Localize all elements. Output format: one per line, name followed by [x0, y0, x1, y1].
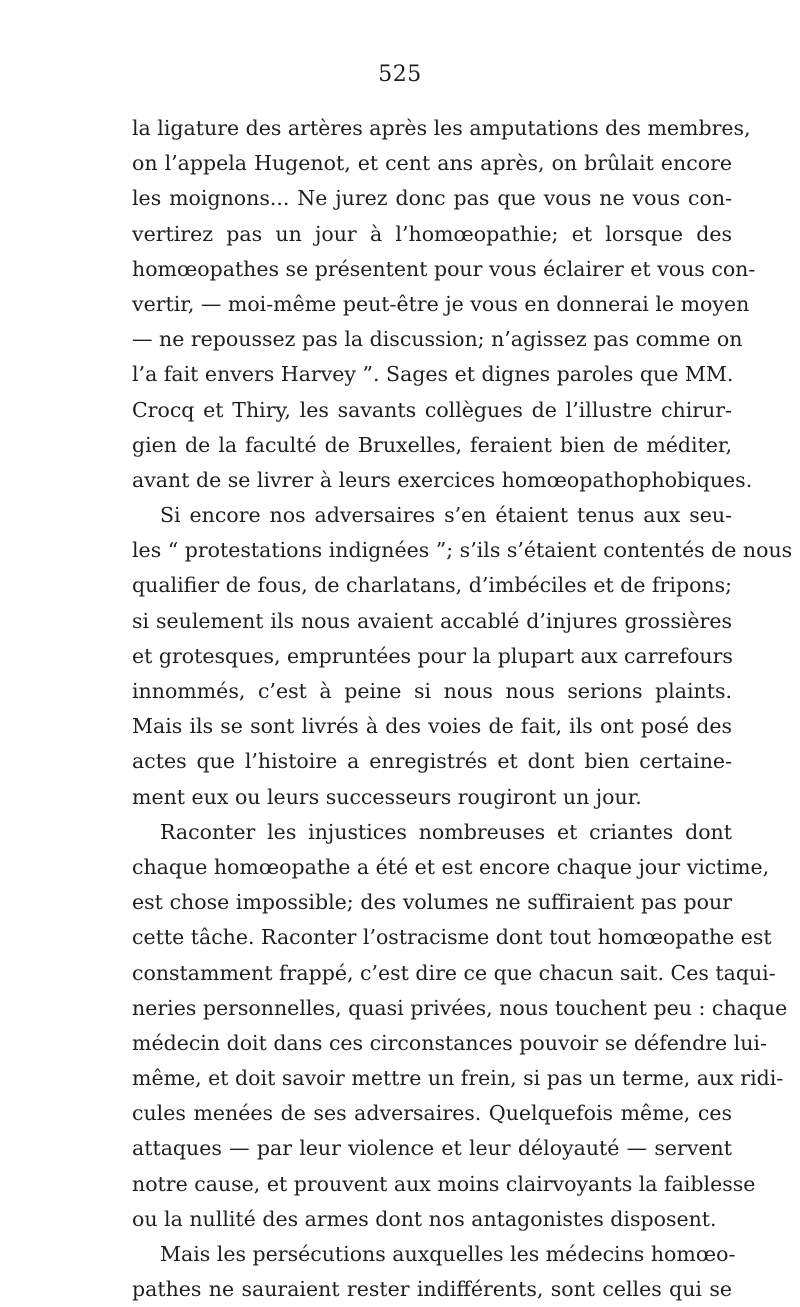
text-line: avant de se livrer à leurs exercices homœopathophobiques. — [132, 467, 753, 492]
text-line: notre cause, et prouvent aux moins clairvoyants la faiblesse — [132, 1171, 756, 1196]
text-line: Si encore nos adversaires s’en étaient tenus aux seu- — [160, 503, 732, 528]
text-line: la ligature des artères après les amputations des membres, — [132, 116, 751, 140]
text-line: homœopathes se présentent pour vous éclairer et vous con- — [132, 256, 756, 281]
text-line: ou la nullité des armes dont nos antagonistes disposent. — [132, 1206, 717, 1231]
text-line: est chose impossible; des volumes ne suffiraient pas pour — [132, 890, 732, 915]
text-line: si seulement ils nous avaient accablé d’injures grossières — [132, 608, 732, 633]
text-line: on l’appela Hugenot, et cent ans après, on brûlait encore — [132, 151, 732, 176]
text-line: Raconter les injustices nombreuses et criantes dont — [160, 819, 732, 844]
text-line: actes que l’histoire a enregistrés et dont bien certaine- — [132, 749, 732, 774]
text-line: — ne repoussez pas la discussion; n’agissez pas comme on — [132, 327, 743, 352]
text-line: chaque homœopathe a été et est encore chaque jour victime, — [132, 854, 770, 879]
text-line: les “ protestations indignées ”; s’ils s’étaient contentés de nous — [132, 538, 793, 563]
text-line: gien de la faculté de Bruxelles, feraient bien de méditer, — [132, 432, 732, 457]
text-line: et grotesques, empruntées pour la plupart aux carrefours — [132, 643, 733, 668]
text-line: médecin doit dans ces circonstances pouvoir se défendre lui- — [132, 1030, 767, 1055]
text-line: cules menées de ses adversaires. Quelquefois même, ces — [132, 1101, 732, 1126]
text-line: neries personnelles, quasi privées, nous touchent peu : chaque — [132, 995, 788, 1020]
text-line: innommés, c’est à peine si nous nous serions plaints. — [132, 679, 732, 703]
text-line: ment eux ou leurs successeurs rougiront un jour. — [132, 784, 642, 809]
text-line: constamment frappé, c’est dire ce que chacun sait. Ces taqui- — [132, 960, 776, 985]
text-line: Mais les persécutions auxquelles les médecins homœo- — [160, 1242, 736, 1266]
text-line: cette tâche. Raconter l’ostracisme dont tout homœopathe est — [132, 925, 772, 950]
text-line: pathes ne sauraient rester indifférents, sont celles qui se — [132, 1277, 732, 1302]
text-line: même, et doit savoir mettre un frein, si pas un terme, aux ridi- — [132, 1066, 784, 1091]
text-line: les moignons... Ne jurez donc pas que vous ne vous con- — [132, 186, 732, 211]
text-line: l’a fait envers Harvey ”. Sages et dignes paroles que MM. — [132, 362, 734, 387]
text-line: Crocq et Thiry, les savants collègues de l’illustre chirur- — [132, 397, 732, 422]
text-line: vertirez pas un jour à l’homœopathie; et lorsque des — [132, 221, 732, 246]
text-line: qualifier de fous, de charlatans, d’imbéciles et de fripons; — [132, 573, 733, 598]
text-line: attaques — par leur violence et leur déloyauté — servent — [132, 1136, 732, 1161]
body-text — [132, 111, 793, 1307]
text-line: vertir, — moi-même peut-être je vous en donnerai le moyen — [132, 291, 750, 316]
text-line: Mais ils se sont livrés à des voies de fait, ils ont posé des — [132, 714, 732, 739]
page-number: 525 — [378, 62, 422, 87]
